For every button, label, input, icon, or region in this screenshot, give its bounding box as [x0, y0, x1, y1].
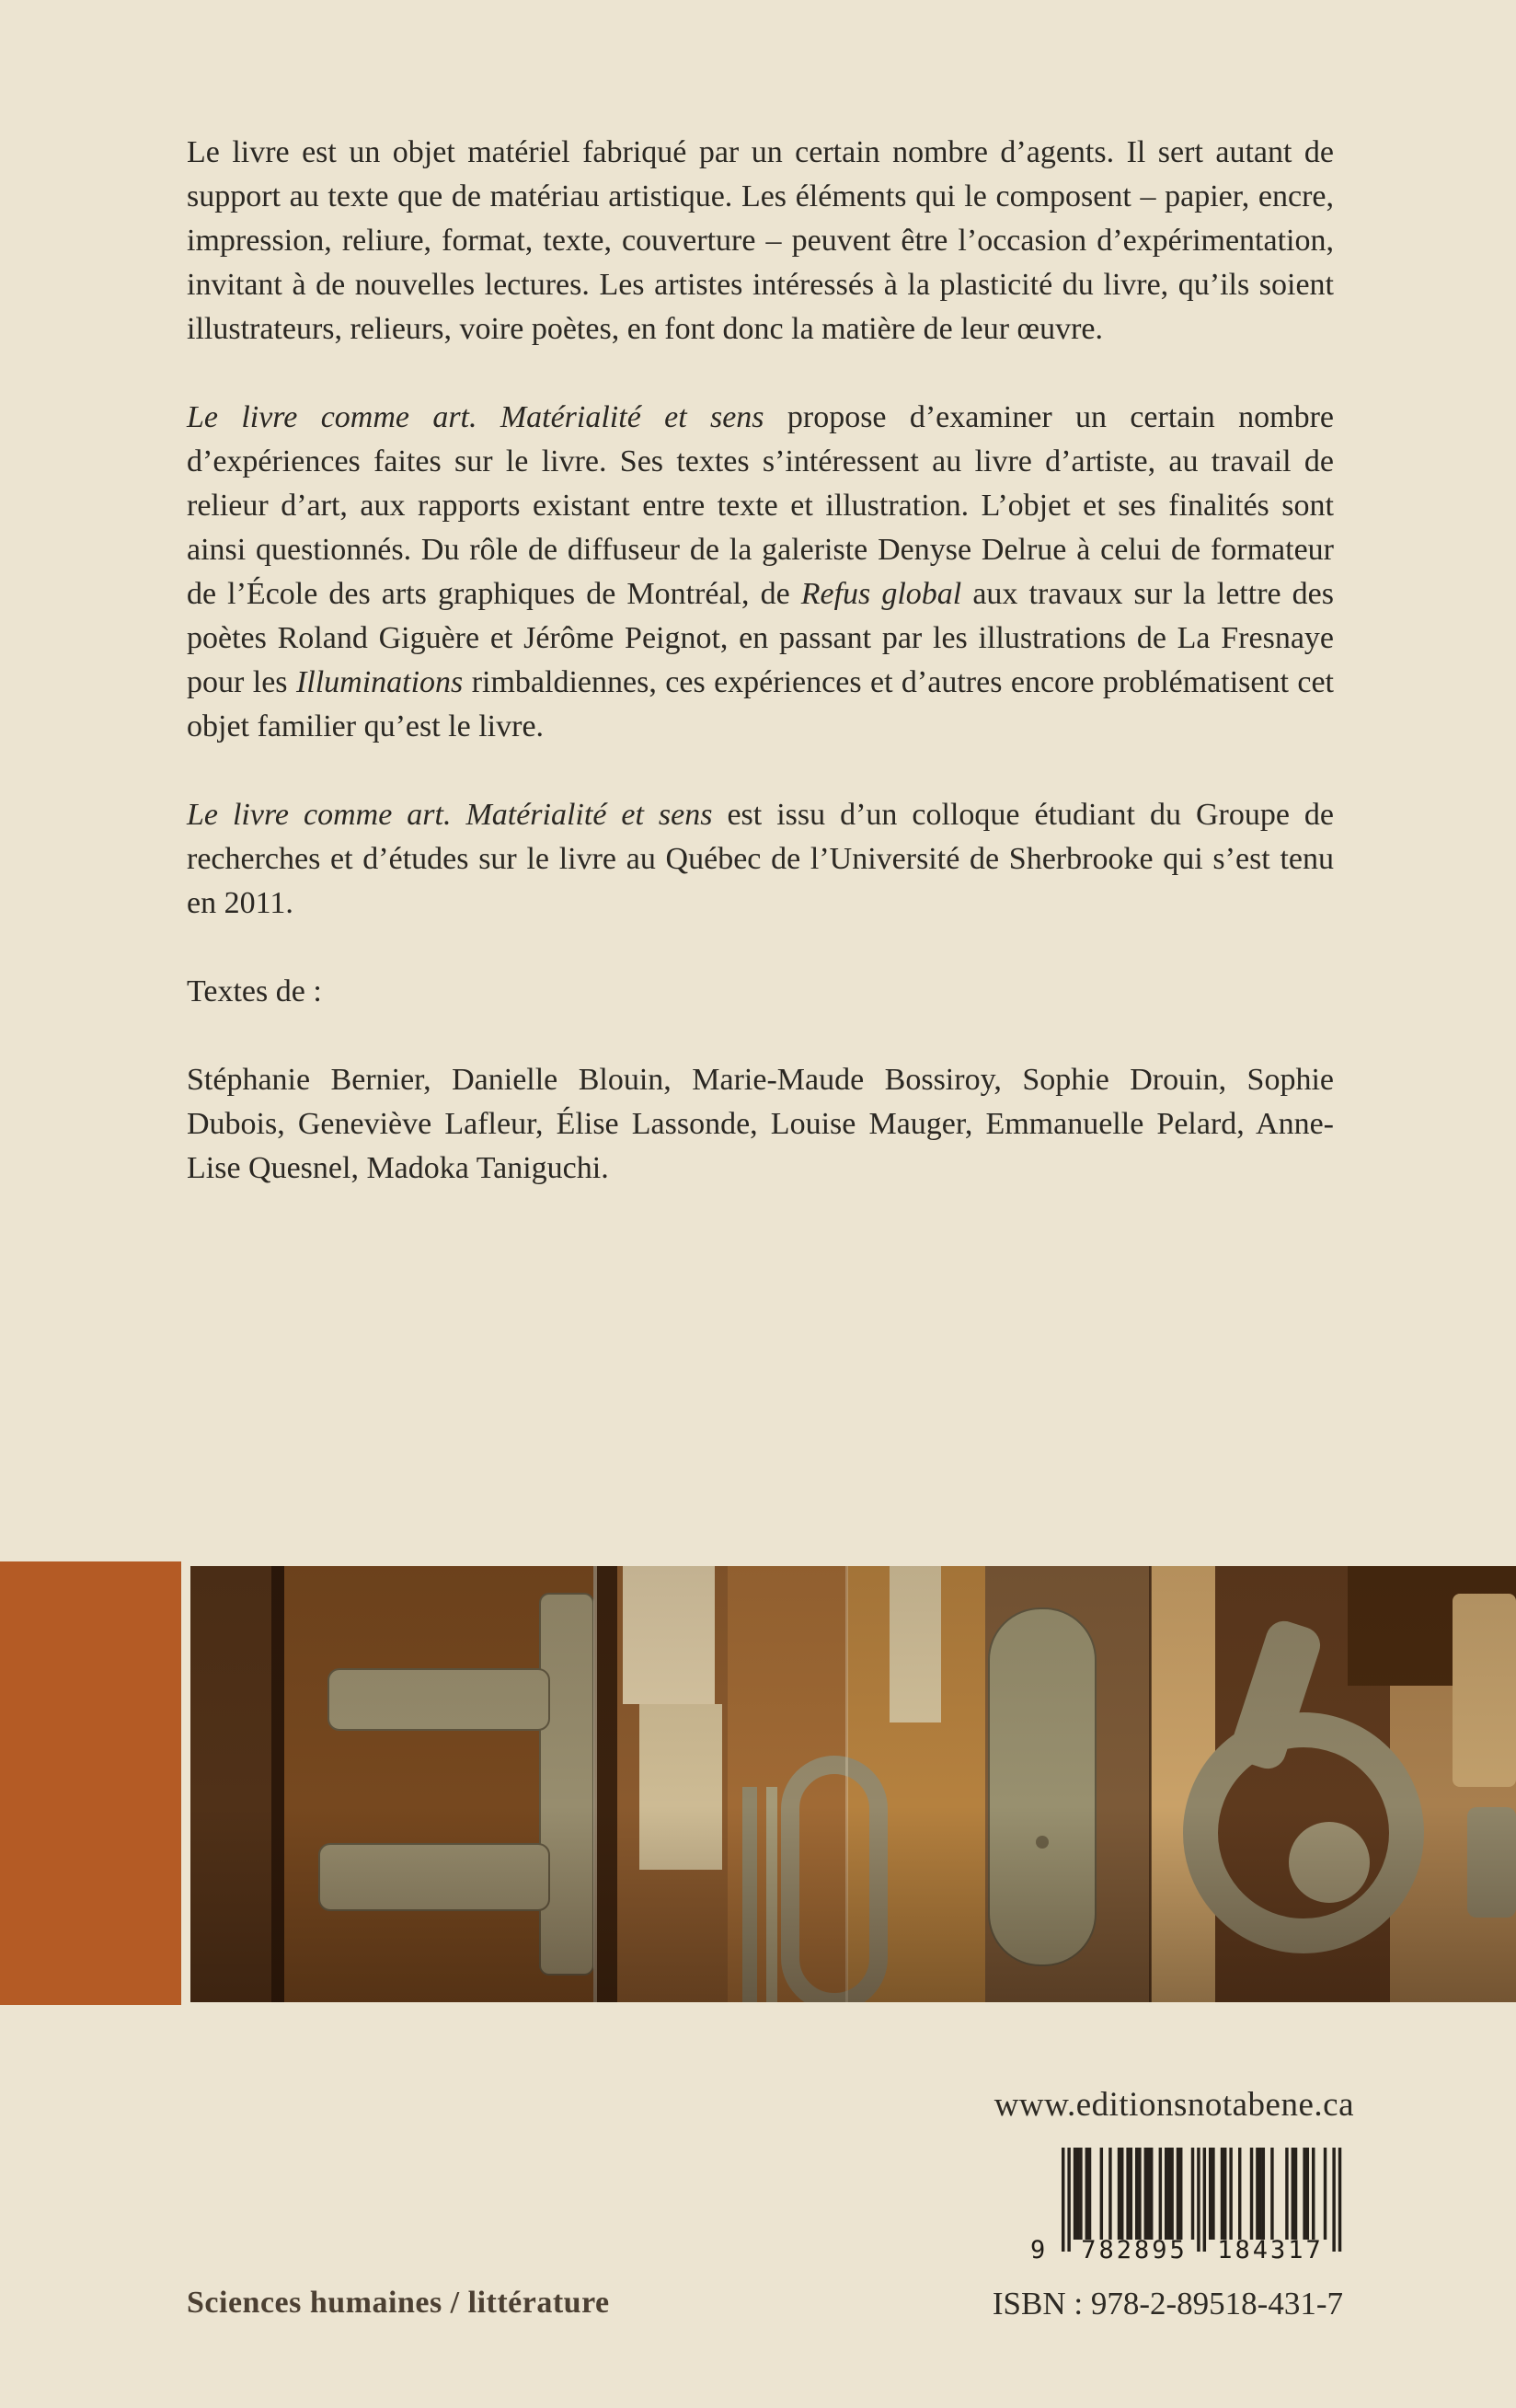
- textes-de-label: Textes de :: [187, 974, 322, 1008]
- publisher-website: www.editionsnotabene.ca: [993, 2086, 1354, 2124]
- letterpress-photo-illustration: [190, 1566, 1516, 2002]
- paragraph-colloque-text: est issu d’un colloque étudiant du Groupe de recherches et d’études sur le livre au Québec de l’Université de Sherbrooke qui s’est tenu en 2011.: [187, 798, 1334, 920]
- illuminations-italic: Illuminations: [295, 665, 464, 699]
- barcode-digits-left: 782895: [1081, 2236, 1188, 2264]
- refus-global-italic: Refus global: [800, 577, 962, 611]
- author-list: Stéphanie Bernier, Danielle Blouin, Marie-Maude Bossiroy, Sophie Drouin, Sophie Dubois, Geneviève Lafleur, Élise Lassonde, Louise Mauger, Emmanuelle Pelard, Anne-Lise Quesnel, Madoka Taniguchi.: [187, 1063, 1334, 1185]
- paragraph-contents-text-1: propose d’examiner un certain nombre d’expériences faites sur le livre. Ses textes s’intéressent au livre d’artiste, au travail de relieur d’art, aux rapports existant entre texte et illustration. L’objet et ses finalités sont ainsi questionnés. Du rôle de diffuseur de la galeriste Denyse Delrue à celui de formateur de l’École des arts graphiques de Montréal, de: [187, 400, 1334, 611]
- isbn-label: ISBN : 978-2-89518-431-7: [992, 2286, 1343, 2322]
- barcode-digits-right: 184317: [1217, 2236, 1324, 2264]
- category-label: Sciences humaines / littérature: [187, 2286, 610, 2320]
- bottom-row: [0, 2286, 1516, 2332]
- book-title-italic: Le livre comme art. Matérialité et sens: [187, 400, 764, 434]
- paragraph-contents-text-2: aux travaux sur la lettre des poètes Roland Giguère et Jérôme Peignot, en passant par les illustrations de La Fresnaye pour les: [187, 577, 1335, 699]
- paragraph-contents: [187, 396, 1334, 749]
- text-column: [187, 131, 1334, 1191]
- paragraph-colloque: [187, 793, 1334, 926]
- book-title-italic-2: Le livre comme art. Matérialité et sens: [187, 798, 713, 832]
- accent-orange-block: [0, 1561, 181, 2005]
- paragraph-contents-text-3: rimbaldiennes, ces expériences et d’autres encore problématisent cet objet familier qu’est le livre.: [187, 665, 1334, 743]
- paragraph-presentation: [187, 131, 1334, 351]
- ean13-barcode: [1030, 2148, 1341, 2271]
- paragraph-presentation-text: Le livre est un objet matériel fabriqué par un certain nombre d’agents. Il sert autant de support au texte que de matériau artistique. Les éléments qui le composent – papier, encre, impression, reliure, format, texte, couverture – peuvent être l’occasion d’expérimentation, invitant à de nouvelles lectures. Les artistes intéressés à la plasticité du livre, qu’ils soient illustrateurs, relieurs, voire poètes, en font donc la matière de leur œuvre.: [187, 135, 1334, 346]
- barcode-digit-first: 9: [1030, 2236, 1049, 2264]
- letterpress-photo: [190, 1566, 1516, 2002]
